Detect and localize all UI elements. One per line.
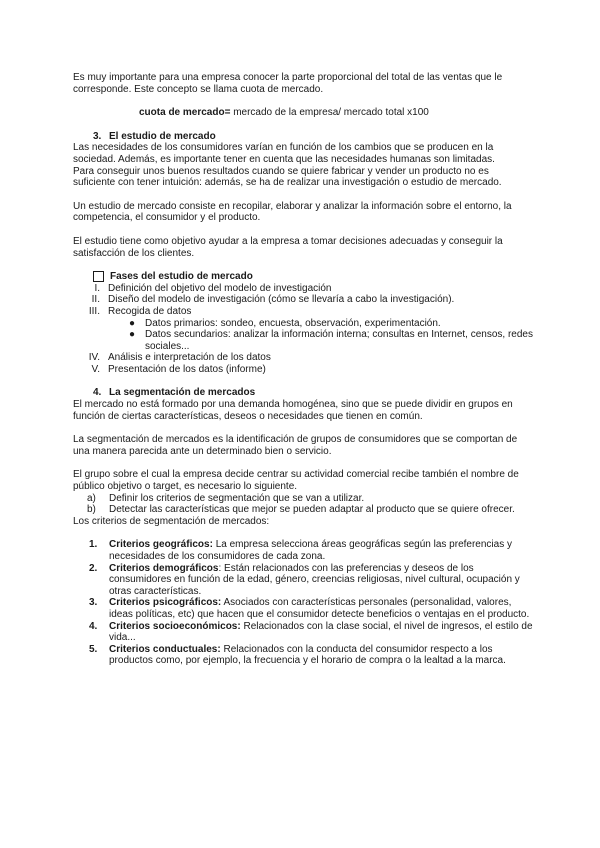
list-numeral: II. — [91, 294, 100, 306]
section-4-paragraph-2: La segmentación de mercados es la identificación de grupos de consumidores que se comportan de una manera parecida ante un determinado bien o servicio. — [73, 434, 518, 457]
section-3-number: 3. — [93, 130, 102, 142]
bullet-item — [73, 318, 533, 330]
criteria-label: Criterios conductuales: — [109, 643, 221, 655]
criteria-label: Criterios psicográficos: — [109, 597, 222, 609]
formula-line — [73, 107, 533, 119]
list-letter: a) — [87, 492, 96, 504]
criteria-item — [73, 539, 533, 562]
criteria-number: 4. — [89, 620, 98, 632]
bullet-text: Datos primarios: sondeo, encuesta, observación, experimentación. — [145, 317, 441, 329]
list-numeral: I. — [94, 282, 100, 294]
formula-text: mercado de la empresa/ mercado total x100 — [230, 107, 429, 119]
list-text: Definir los criterios de segmentación que se van a utilizar. — [109, 492, 365, 504]
list-item — [73, 504, 533, 516]
section-3-title: El estudio de mercado — [109, 130, 216, 142]
intro-paragraph: Es muy importante para una empresa conocer la parte proporcional del total de las ventas que le corresponde. Este concepto se llama cuota de mercado. — [73, 72, 503, 95]
section-4-title: La segmentación de mercados — [109, 387, 256, 399]
section-3-paragraph-1: Las necesidades de los consumidores varían en función de los cambios que se producen en la sociedad. Además, es importante tener en cuenta que las necesidades humanas son limitadas. — [73, 142, 495, 165]
criteria-intro: Los criterios de segmentación de mercados: — [73, 515, 270, 527]
criteria-text — [109, 621, 533, 644]
section-4-paragraph-3: El grupo sobre el cual la empresa decide centrar su actividad comercial recibe también el nombre de público objetivo o target, es necesario lo siguiente. — [73, 469, 519, 493]
section-3-paragraph-4: El estudio tiene como objetivo ayudar a la empresa a tomar decisiones adecuadas y conseguir la satisfacción de los clientes. — [73, 235, 503, 259]
criteria-description: Asociados con características personales (personalidad, valores, ideas políticas, etc) que hacen que el consumidor detecte beneficios o ventajas en el producto. — [109, 597, 530, 620]
document-body — [73, 72, 533, 667]
list-item — [73, 306, 533, 318]
criteria-description: : Están relacionados con las preferencias y deseos de los consumidores en función de la edad, género, creencias religiosas, nivel cultural, ocupación y otras características. — [109, 562, 520, 597]
phases-heading — [73, 271, 533, 283]
criteria-label: Criterios geográficos: — [109, 539, 213, 551]
list-item — [73, 283, 533, 295]
criteria-text — [109, 644, 533, 667]
list-text: Diseño del modelo de investigación (cómo se llevaría a cabo la investigación). — [108, 294, 455, 306]
list-item — [73, 294, 533, 306]
phases-title: Fases del estudio de mercado — [110, 271, 253, 283]
list-item — [73, 493, 533, 505]
criteria-label: Criterios demográficos — [109, 562, 219, 574]
list-text: Presentación de los datos (informe) — [108, 363, 266, 375]
section-3-heading — [73, 131, 533, 143]
list-text: Análisis e interpretación de los datos — [108, 352, 271, 364]
criteria-number: 5. — [89, 643, 98, 655]
bullet-icon: ● — [129, 329, 136, 341]
list-text: Detectar las características que mejor se pueden adaptar al producto que se quiere ofrecer. — [109, 504, 515, 516]
criteria-number: 1. — [89, 539, 98, 551]
criteria-item — [73, 563, 533, 598]
criteria-item — [73, 644, 533, 667]
criteria-text — [109, 597, 533, 620]
section-3-paragraph-3: Un estudio de mercado consiste en recopilar, elaborar y analizar la información sobre el entorno, la competencia, el consumidor y el producto. — [73, 200, 512, 224]
criteria-item — [73, 597, 533, 620]
section-3-paragraph-2: Para conseguir unos buenos resultados cuando se quiere fabricar y vender un producto no es suficiente con tener intuición: además, se ha de realizar una investigación o estudio de mercado. — [73, 165, 502, 189]
list-text: Recogida de datos — [108, 305, 192, 317]
list-numeral: III. — [88, 305, 100, 317]
criteria-label: Criterios socioeconómicos: — [109, 620, 241, 632]
section-4-paragraph-1: El mercado no está formado por una demanda homogénea, sino que se puede dividir en grupos en función de ciertas características, deseos o necesidades que tienen en común. — [73, 399, 513, 422]
criteria-text — [109, 563, 533, 598]
criteria-item — [73, 621, 533, 644]
criteria-number: 3. — [89, 597, 98, 609]
section-4-number: 4. — [93, 387, 102, 399]
list-item — [73, 364, 533, 376]
list-numeral: IV. — [88, 352, 100, 364]
bullet-icon: ● — [129, 317, 136, 329]
list-numeral: V. — [91, 363, 100, 375]
list-text: Definición del objetivo del modelo de investigación — [108, 282, 332, 294]
criteria-description: La empresa selecciona áreas geográficas según las preferencias y necesidades de los consumidores de cada zona. — [109, 539, 512, 562]
criteria-description: Relacionados con la conducta del consumidor respecto a los productos como, por ejemplo, la frecuencia y el horario de compra o la lealtad a la marca. — [109, 643, 506, 667]
list-item — [73, 352, 533, 364]
list-letter: b) — [87, 504, 96, 516]
section-4-heading — [73, 387, 533, 399]
criteria-number: 2. — [89, 562, 98, 574]
bullet-text: Datos secundarios: analizar la información interna; consultas en Internet, censos, redes sociales... — [145, 329, 533, 352]
bullet-item — [73, 329, 533, 352]
criteria-description: Relacionados con la clase social, el nivel de ingresos, el estilo de vida... — [109, 620, 533, 644]
criteria-text — [109, 539, 533, 562]
formula-label: cuota de mercado= — [139, 107, 231, 119]
checkbox-icon — [93, 271, 104, 282]
